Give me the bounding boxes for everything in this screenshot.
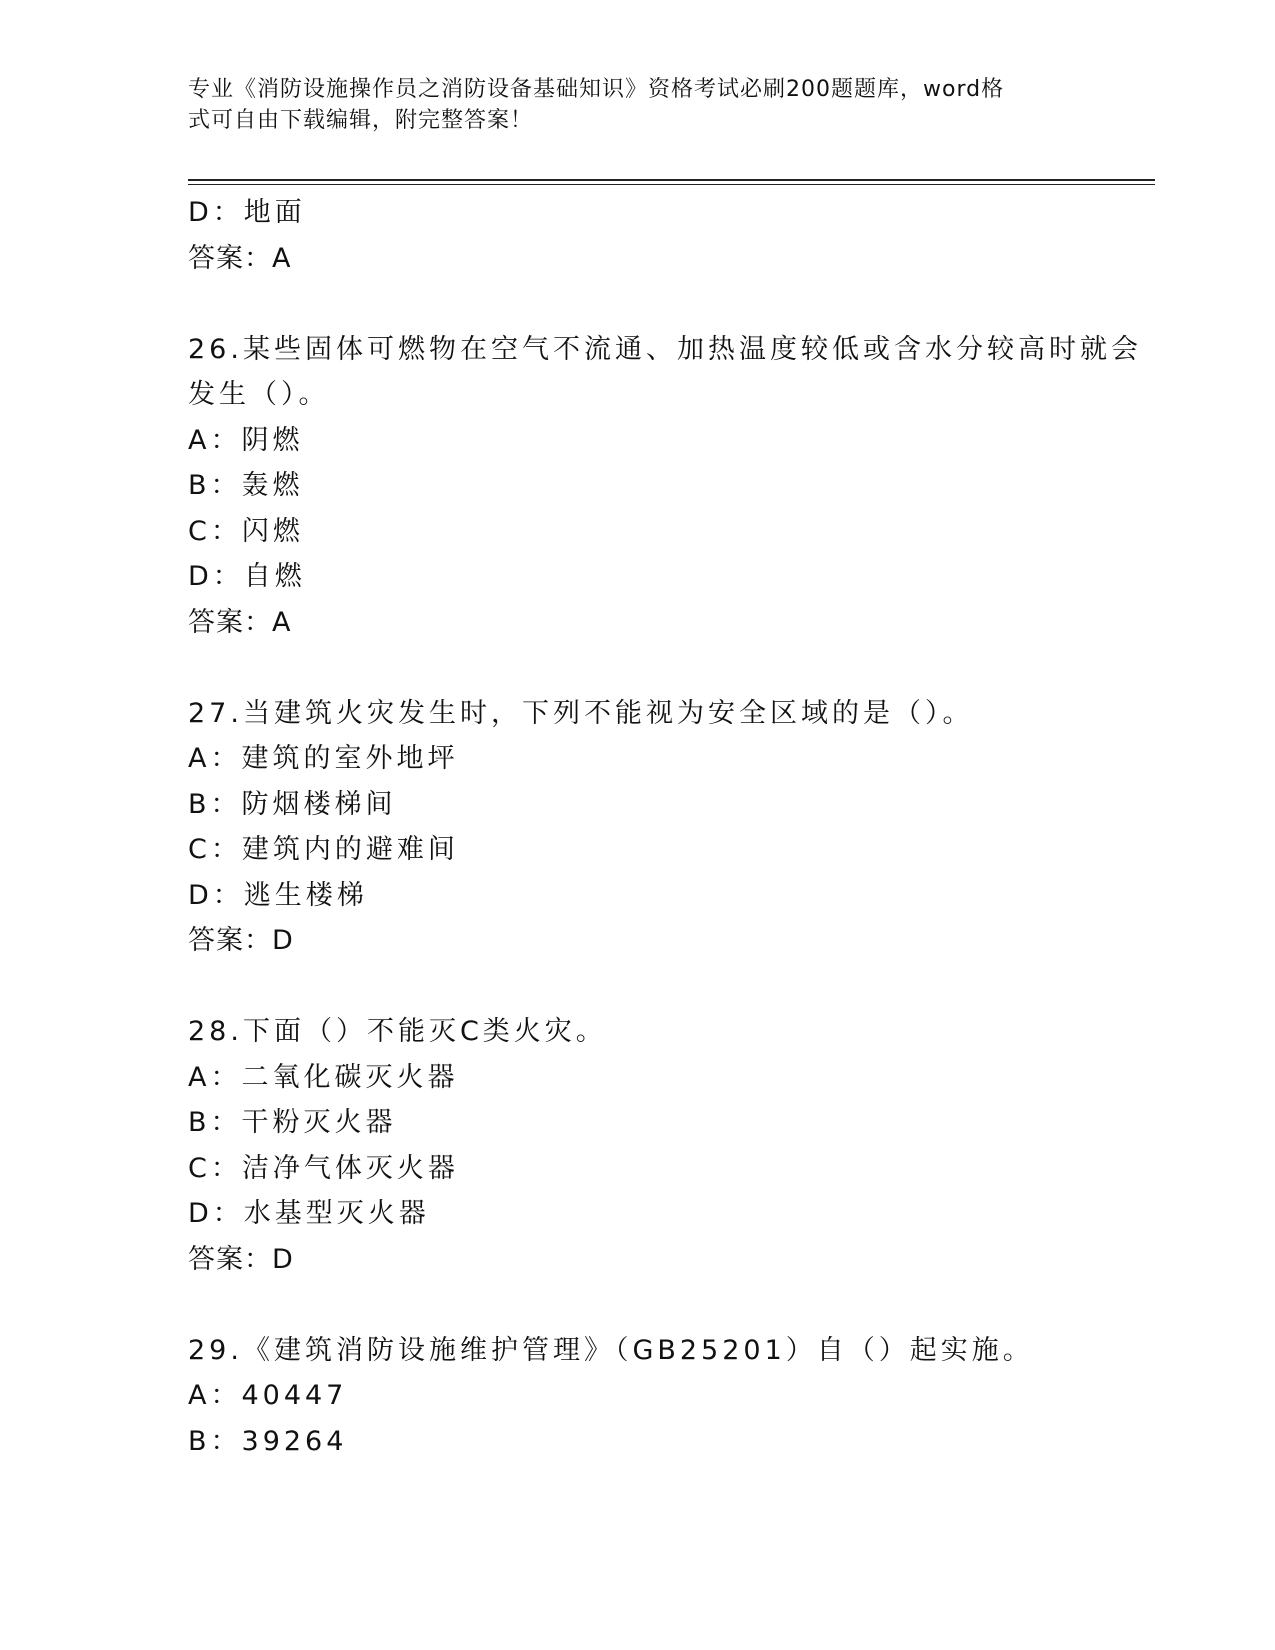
option-d: D：逃生楼梯 <box>188 879 368 911</box>
question-27 <box>188 691 1088 964</box>
spacer <box>188 964 1088 1010</box>
spacer <box>188 281 1088 327</box>
option-a: A：40447 <box>188 1380 348 1411</box>
header-line-1: 专业《消防设施操作员之消防设备基础知识》资格考试必刷200题题库，word格 <box>188 77 1005 102</box>
option-b: B：防烟楼梯间 <box>188 788 397 820</box>
option-a: A：二氧化碳灭火器 <box>188 1061 459 1093</box>
header-line-2: 式可自由下载编辑，附完整答案！ <box>188 108 534 133</box>
option-b: B：轰燃 <box>188 470 304 501</box>
question-stem: 26.某些固体可燃物在空气不流通、加热温度较低或含水分较高时就会 <box>188 333 1142 365</box>
option-c: C：闪燃 <box>188 515 304 547</box>
spacer <box>188 1282 1088 1328</box>
answer-line: 答案：A <box>188 242 292 274</box>
header-divider-thick <box>188 179 1155 181</box>
question-26 <box>188 327 1142 646</box>
answer-line: 答案：A <box>188 606 292 638</box>
question-stem: 29.《建筑消防设施维护管理》（GB25201）自（）起实施。 <box>188 1334 1034 1366</box>
option-d: D：水基型灭火器 <box>188 1198 430 1229</box>
question-29 <box>188 1328 1088 1465</box>
option-c: C：洁净气体灭火器 <box>188 1152 459 1184</box>
option-d: D：地面 <box>188 197 306 228</box>
option-b: B：干粉灭火器 <box>188 1107 397 1138</box>
question-list <box>188 190 1142 1464</box>
option-b: B：39264 <box>188 1425 348 1457</box>
spacer <box>188 645 1088 691</box>
document-header <box>188 74 1088 136</box>
question-stem-continued: 发生（）。 <box>188 379 330 410</box>
option-c: C：建筑内的避难间 <box>188 834 459 865</box>
option-a: A：建筑的室外地坪 <box>188 743 459 774</box>
option-d: D：自燃 <box>188 561 306 592</box>
answer-line: 答案：D <box>188 1243 294 1275</box>
header-divider-thin <box>188 184 1155 185</box>
question-28 <box>188 1009 1088 1282</box>
question-stem: 28.下面（）不能灭C类火灾。 <box>188 1016 607 1047</box>
question-stem: 27.当建筑火灾发生时，下列不能视为安全区域的是（）。 <box>188 697 974 729</box>
option-a: A：阴燃 <box>188 424 304 456</box>
answer-line: 答案：D <box>188 925 294 956</box>
